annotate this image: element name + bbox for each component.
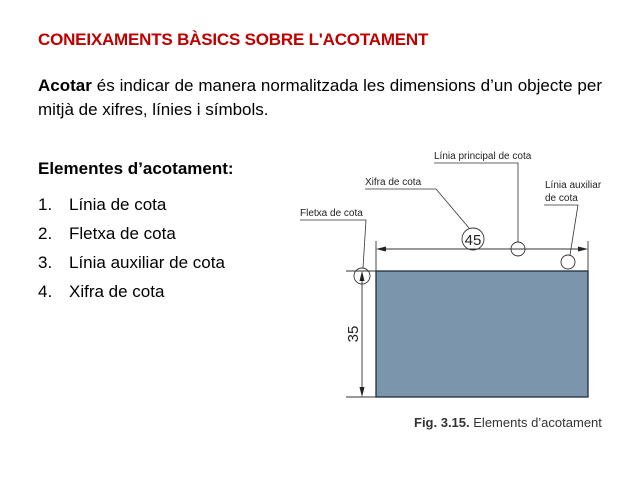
arrowhead-right: [578, 247, 588, 252]
elements-heading: Elementes d’acotament:: [38, 159, 234, 178]
leader-main-line: [434, 163, 518, 242]
leader-figure-digit: [365, 189, 469, 228]
arrowhead-left: [376, 247, 386, 252]
list-item-label: Línia auxiliar de cota: [69, 253, 225, 272]
label-aux-line-1: Línia auxiliar: [545, 180, 602, 191]
label-arrow: Fletxa de cota: [300, 208, 363, 219]
intro-paragraph: [38, 74, 602, 122]
caption-text: Elements d’acotament: [473, 415, 602, 430]
callout-circle-aux-line: [561, 255, 575, 269]
leader-aux-line: [544, 205, 578, 255]
intro-text: és indicar de manera normalitzada les dimensions d’un objecte per mitjà de xifres, línies i símbols.: [38, 76, 602, 119]
dimension-value-vertical: 35: [345, 325, 362, 343]
list-item-number: 3.: [38, 253, 53, 272]
list-item: [38, 248, 225, 277]
part-rectangle: [376, 271, 588, 397]
elements-list: [38, 190, 225, 306]
list-item: [38, 219, 225, 248]
page-title: CONEIXAMENTS BÀSICS SOBRE L'ACOTAMENT: [38, 30, 429, 49]
intro-keyword: Acotar: [38, 76, 92, 95]
list-item-number: 4.: [38, 282, 53, 301]
dimension-value-horizontal: 45: [464, 232, 482, 249]
list-item-number: 2.: [38, 224, 53, 243]
label-main-line: Línia principal de cota: [434, 151, 532, 162]
dimensioning-figure: [286, 146, 616, 416]
arrowhead-bottom: [360, 387, 365, 397]
list-item-number: 1.: [38, 195, 53, 214]
arrowhead-top: [360, 271, 365, 281]
list-item: [38, 277, 225, 306]
label-aux-line-2: de cota: [545, 193, 578, 204]
list-item-label: Xifra de cota: [69, 282, 165, 301]
list-item-label: Línia de cota: [69, 195, 167, 214]
leader-arrow: [300, 220, 366, 268]
figure-caption: [414, 415, 602, 430]
list-item-label: Fletxa de cota: [69, 224, 176, 243]
label-figure-digit: Xifra de cota: [365, 177, 422, 188]
dimensioning-diagram: [286, 146, 616, 411]
caption-figure-number: Fig. 3.15.: [414, 415, 470, 430]
list-item: [38, 190, 225, 219]
